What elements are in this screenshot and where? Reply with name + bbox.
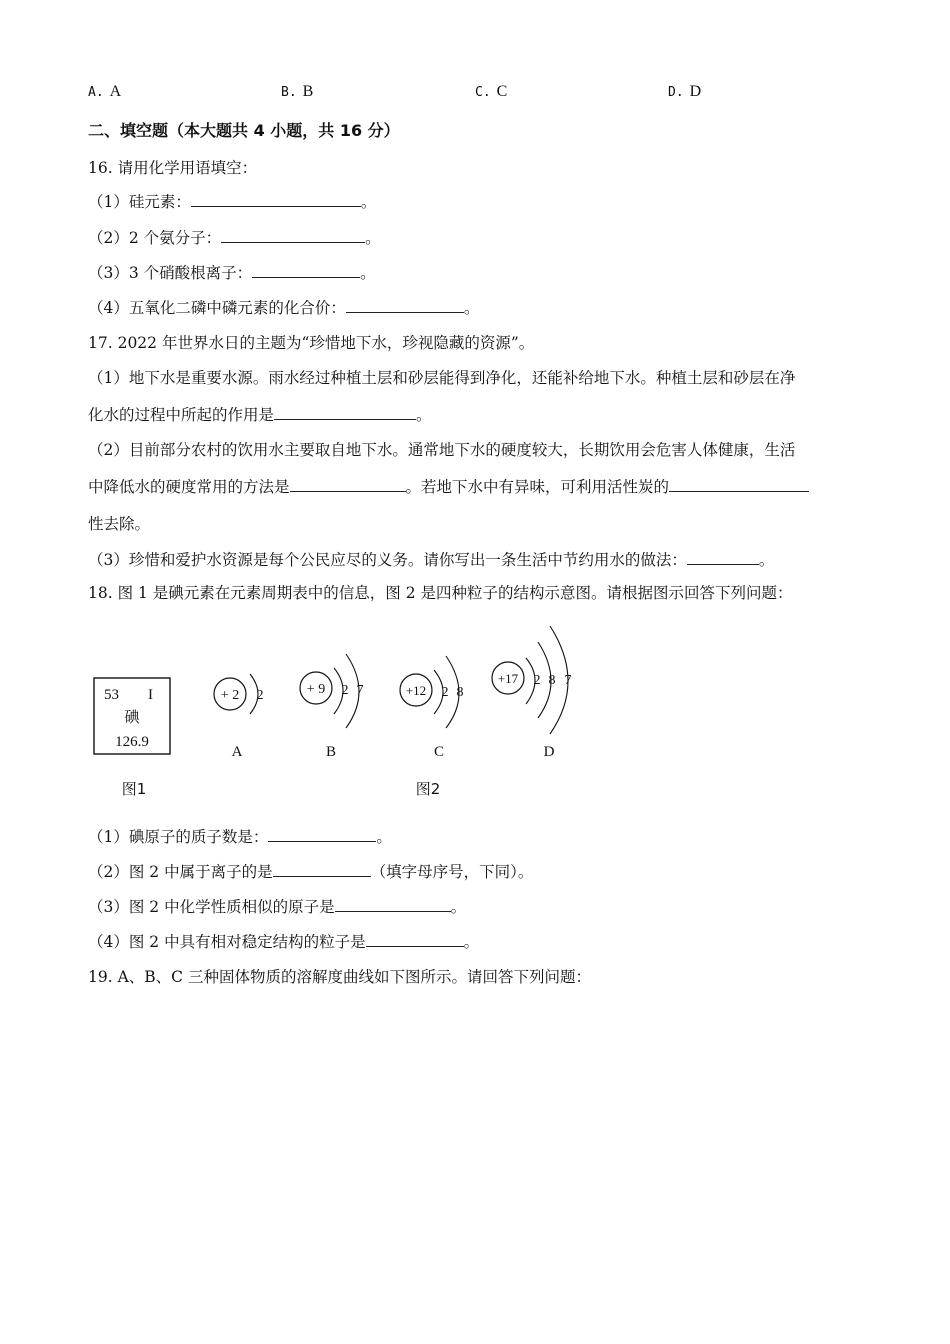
item-end: 。 [758, 551, 775, 569]
q16-stem: 16. 请用化学用语填空： [88, 159, 258, 177]
nucleus-charge: +17 [497, 671, 519, 686]
item-text: 中降低水的硬度常用的方法是 [88, 478, 290, 496]
particle-b [300, 654, 364, 760]
q17-stem: 17. 2022 年世界水日的主题为“珍惜地下水，珍视隐藏的资源”。 [88, 334, 535, 352]
option-value: B [302, 83, 314, 100]
q17-p3 [88, 548, 774, 570]
item-text: 。若地下水中有异味，可利用活性炭的 [405, 478, 670, 496]
item-text: （4）五氧化二磷中磷元素的化合价： [88, 299, 346, 317]
option-key: C. [475, 85, 491, 100]
nucleus-charge: + 2 [220, 688, 240, 703]
item-end: 。 [450, 898, 467, 916]
q17-p1-line1: （1）地下水是重要水源。雨水经过种植土层和砂层能得到净化，还能补给地下水。种植土层和砂层在净 [88, 369, 796, 387]
answer-blank[interactable] [290, 477, 406, 492]
answer-blank[interactable] [669, 477, 809, 492]
item-text: （2）图 2 中属于离子的是 [88, 863, 273, 881]
item-text: （1）硅元素： [88, 193, 191, 211]
answer-blank[interactable] [273, 862, 371, 877]
item-text: （3）珍惜和爱护水资源是每个公民应尽的义务。请你写出一条生活中节约用水的做法： [88, 551, 687, 569]
q17-p1-line2 [88, 403, 432, 425]
q16-item-3 [88, 261, 376, 283]
item-end: 。 [463, 299, 480, 317]
q17-p2-line2 [88, 475, 809, 497]
q18-item-2 [88, 860, 533, 882]
answer-blank[interactable] [274, 405, 416, 420]
fig1-label: 图1 [121, 780, 147, 798]
nucleus-charge: + 9 [306, 682, 326, 697]
answer-blank[interactable] [687, 550, 759, 565]
item-end: 。 [463, 933, 480, 951]
element-symbol: I [148, 687, 153, 703]
shell-electrons: 2 [341, 683, 349, 698]
item-end: 。 [416, 406, 432, 424]
q18-figure [88, 612, 608, 812]
particle-d [492, 626, 572, 760]
answer-blank[interactable] [366, 932, 464, 947]
option-b[interactable] [281, 82, 313, 101]
option-key: D. [668, 85, 684, 100]
particle-a [214, 674, 264, 760]
shell-electrons: 2 [441, 685, 449, 700]
answer-blank[interactable] [191, 192, 361, 207]
shell-electrons: 8 [456, 685, 464, 700]
item-end: 。 [376, 828, 392, 846]
figure-svg [88, 612, 608, 812]
q19-stem: 19. A、B、C 三种固体物质的溶解度曲线如下图所示。请回答下列问题： [88, 968, 591, 986]
particle-label: A [231, 744, 243, 760]
fig2-label: 图2 [415, 780, 441, 798]
answer-blank[interactable] [221, 228, 365, 243]
q18-item-3 [88, 895, 466, 917]
shell-electrons: 7 [564, 673, 572, 688]
item-end: 。 [360, 264, 376, 282]
q18-item-1 [88, 825, 392, 847]
item-text: （2）2 个氨分子： [88, 229, 222, 247]
answer-blank[interactable] [268, 827, 376, 842]
q16-item-1 [88, 190, 376, 212]
option-a[interactable] [88, 82, 121, 101]
item-text: （3）图 2 中化学性质相似的原子是 [88, 898, 335, 916]
item-end: 。 [365, 229, 381, 247]
element-number: 53 [104, 687, 119, 703]
option-d[interactable] [668, 82, 701, 101]
item-text: （3）3 个硝酸根离子： [88, 264, 253, 282]
particle-label: C [433, 744, 445, 760]
section-title: 二、填空题（本大题共 4 小题，共 16 分） [88, 121, 400, 140]
answer-blank[interactable] [252, 263, 360, 278]
option-value: D [689, 83, 702, 100]
q18-stem: 18. 图 1 是碘元素在元素周期表中的信息，图 2 是四种粒子的结构示意图。请根据图示回答下列问题： [88, 584, 793, 602]
item-end: 。 [360, 193, 377, 211]
element-name: 碘 [124, 708, 140, 726]
q18-item-4 [88, 930, 479, 952]
q16-item-4 [88, 296, 479, 318]
particle-c [400, 656, 464, 760]
element-card [94, 678, 170, 754]
particle-label: D [543, 744, 555, 760]
answer-blank[interactable] [346, 298, 464, 313]
item-text: （1）碘原子的质子数是： [88, 828, 269, 846]
item-end: （填字母序号，下同）。 [370, 863, 534, 881]
q17-p2-line1: （2）目前部分农村的饮用水主要取自地下水。通常地下水的硬度较大，长期饮用会危害人体健康，生活 [88, 441, 796, 459]
shell-electrons: 2 [533, 673, 541, 688]
item-text: 化水的过程中所起的作用是 [88, 406, 275, 424]
item-text: （4）图 2 中具有相对稳定结构的粒子是 [88, 933, 366, 951]
shell-electrons: 7 [356, 683, 364, 698]
nucleus-charge: +12 [405, 683, 427, 698]
particle-label: B [325, 744, 337, 760]
shell-electrons: 8 [548, 673, 556, 688]
option-value: A [109, 83, 122, 100]
answer-blank[interactable] [335, 897, 451, 912]
element-mass: 126.9 [115, 734, 149, 750]
option-c[interactable] [475, 82, 507, 101]
option-value: C [496, 83, 508, 100]
shell-electrons: 2 [256, 688, 264, 703]
option-key: A. [88, 85, 104, 100]
option-key: B. [281, 85, 297, 100]
q16-item-2 [88, 226, 381, 248]
answer-options [88, 82, 848, 104]
q17-p2-line3: 性去除。 [88, 515, 151, 533]
